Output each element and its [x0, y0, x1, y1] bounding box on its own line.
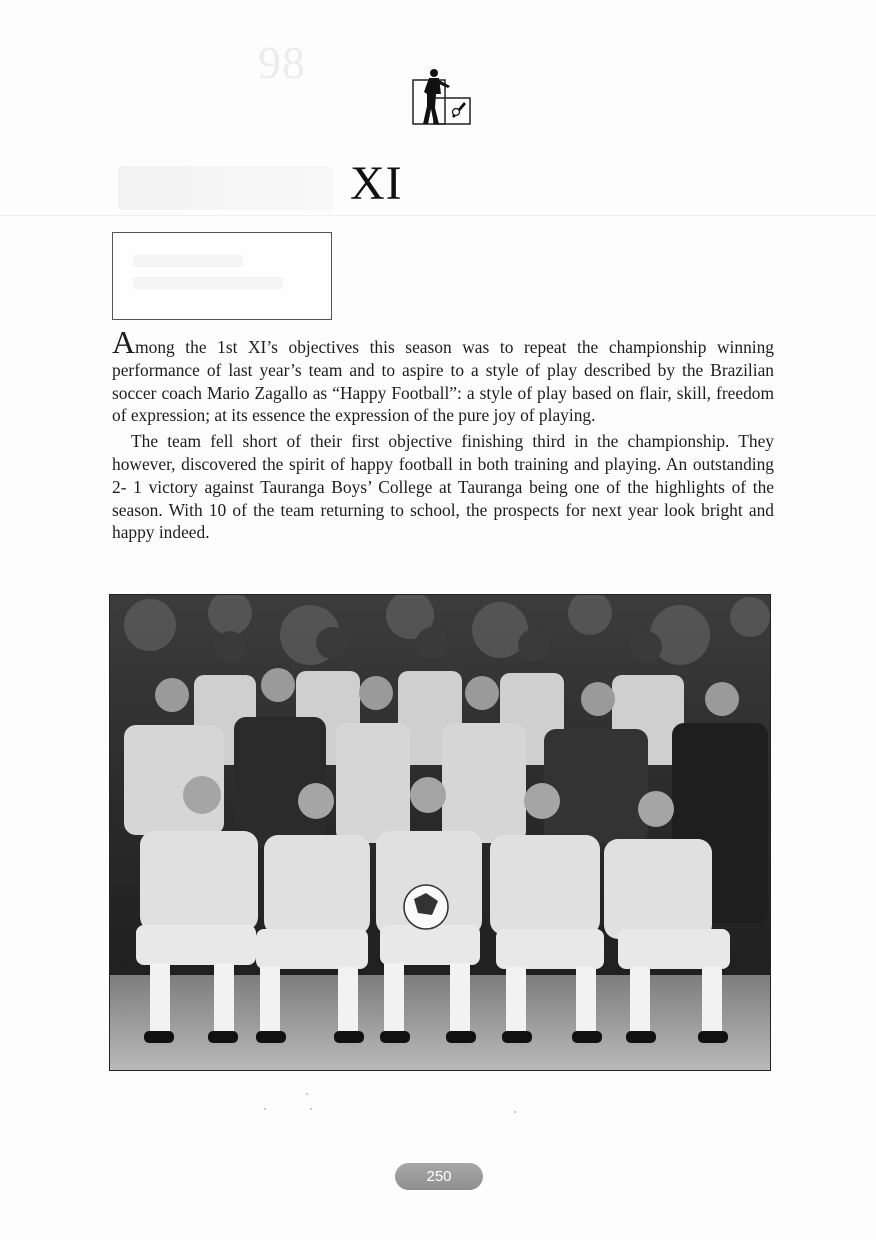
- scan-speck: [514, 1111, 516, 1113]
- paragraph-2: The team fell short of their first objective finishing third in the championship. They however, discovered the spirit of happy football in both training and playing. An outstanding 2- 1 victory against Tauranga Boys’ College at Tauranga being one of the highlights of the season. With 10 of the team returning to school, the prospects for next year look bright and happy indeed.: [112, 431, 774, 543]
- header-divider: [0, 215, 876, 216]
- article-body: [112, 324, 774, 544]
- faded-header-number: 98: [258, 37, 306, 88]
- faded-header-word: [112, 44, 252, 80]
- page-number: 250: [395, 1163, 483, 1190]
- paragraph-1: [112, 324, 774, 427]
- team-photo: [109, 594, 771, 1071]
- faded-heading-block: [118, 166, 333, 210]
- scan-speck: [264, 1108, 266, 1110]
- drop-cap: A: [112, 324, 136, 360]
- footballer-emblem-icon: [412, 68, 472, 128]
- empty-caption-box: [112, 232, 332, 320]
- scan-speck: [306, 1093, 308, 1095]
- page-title: XI: [350, 157, 403, 210]
- scan-speck: [310, 1108, 312, 1110]
- paragraph-1-text: mong the 1st XI’s objectives this season was to repeat the championship winning performance of last year’s team and to aspire to a style of play described by the Brazilian soccer coach Mario Zagallo as “Happy Football”: a style of play based on flair, skill, freedom of expression; at its essence the expression of the pure joy of playing.: [112, 337, 774, 426]
- faded-caption-line: [133, 255, 243, 267]
- faded-caption-line: [133, 277, 283, 289]
